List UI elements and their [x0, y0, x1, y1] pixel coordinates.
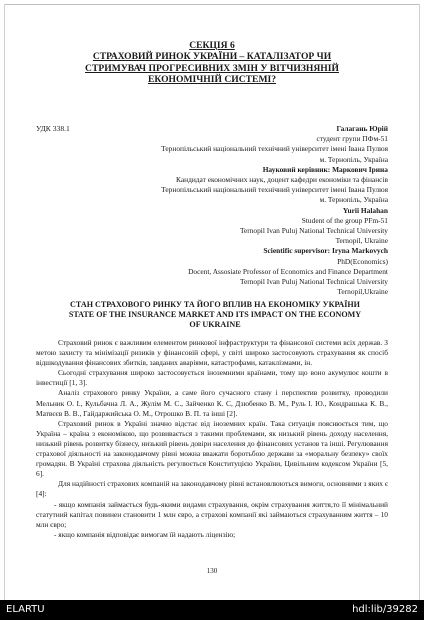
- author-line: Ternopil,Ukraine: [337, 287, 388, 297]
- author-line: Кандидат економічних наук, доцент кафедри економіки та фінансів: [176, 175, 388, 185]
- section-title-line-2: СТРИМУВАЧ ПРОГРЕСИВНИХ ЗМІН У ВІТЧИЗНЯНІЙ: [85, 62, 339, 74]
- author-line: Науковий керівник: Маркович Ірина: [262, 164, 388, 174]
- page-border-left: [4, 4, 5, 600]
- handle-id: hdl:lib/39282: [352, 604, 418, 615]
- author-line: м. Тернопіль, Україна: [319, 154, 388, 164]
- author-line: Ternopil Ivan Puluj National Technical University: [239, 277, 388, 287]
- bullet-item: - якщо компанія відповідає вимогам їй надають ліцензію;: [54, 529, 236, 539]
- author-line: PhD(Economics): [337, 256, 388, 266]
- author-line: Docent, Assosiate Professor of Economics and Finance Department: [188, 266, 388, 276]
- page-number: 130: [206, 567, 218, 575]
- paragraph: Страховий ринок є важливим елементом ринкової інфраструктури та фінансової системи всіх держав. З метою захисту та мінімізації ризиків у фінансовій сфері, у світі широко застосовують страхування як спосіб відшкодування фінансових збитків, завданих аваріями, катастрофами, катаклізмами, ін.: [36, 338, 388, 368]
- paragraph: Для надійності страхових компаній на законодавчому рівні встановлюються вимоги, основними з яких є [4]:: [36, 479, 388, 499]
- section-title-line-1: СТРАХОВИЙ РИНОК УКРАЇНИ – КАТАЛІЗАТОР ЧИ: [92, 51, 332, 63]
- page-border-right: [419, 4, 420, 600]
- repository-name: ELARTU: [6, 604, 45, 615]
- udc-code: УДК 338.1: [36, 124, 70, 133]
- author-line: Тернопільський національний технічний університет імені Івана Пулюя: [161, 185, 388, 195]
- section-title-line-3: ЕКОНОМІЧНІЙ СИСТЕМІ?: [147, 74, 277, 86]
- article-title-en-line-2: OF UKRAINE: [189, 319, 241, 329]
- paragraph: Аналіз страхового ринку України, а саме його сучасного стану і перспектив розвитку, проводили Мельник О. І., Кульбачна Л. А., Жулім М. С., Зайченко К. С, Дзюбенко В. М., Руль І. Ю., Кондрашька К. В., Матвєєв В. В., Гайдаржийська О. М., Отрошко В. П. та інші [2].: [36, 388, 388, 418]
- page-border-top: [4, 4, 420, 5]
- author-line: Ternopil Ivan Puluj National Technical University: [239, 226, 388, 236]
- article-title-en-line-1: STATE OF THE INSURANCE MARKET AND ITS IMPACT ON THE ECONOMY: [68, 309, 362, 319]
- author-line: Ternopil, Ukraine: [335, 236, 388, 246]
- viewer-footer-bar: [0, 600, 424, 620]
- author-line: Тернопільський національний технічний університет імені Івана Пулюя: [161, 144, 388, 154]
- author-line: Scientific supervisor: Iryna Markovych: [263, 246, 388, 256]
- paragraph: Страховий ринок в Україні значно відстає від іноземних країн. Така ситуація пояснюється тим, що Україна – країна з економікою, що розвивається з такими проблемами, як низький рівень доходу населення, низький рівень розвитку бізнесу, низький рівень довіри населення до фінансових установ та інші. Регулювання страхової діяльності на законодавчому рівні можна вважати боротьбою держави за «моральну безпеку» своїх громадян. В Україні страхова діяльність регулюється Конституцією України, Цивільним кодексом України [5, 6].: [36, 418, 388, 479]
- author-line: студент групи ПФм-51: [316, 134, 388, 144]
- article-body: [36, 338, 388, 540]
- author-line: Student of the group PFm-51: [301, 215, 388, 225]
- author-line: Галагань Юрій: [336, 124, 388, 133]
- bullet-item: - якщо компанія займається будь-якими видами страхування, окрім страхування життя,то її мінімальний статутний капітал повинен становити 1 млн євро, а страхові компанії які займаються страхуванням життя – 10 млн євро;: [36, 499, 388, 529]
- article-title-ua: СТАН СТРАХОВОГО РИНКУ ТА ЙОГО ВПЛИВ НА ЕКОНОМІКУ УКРАЇНИ: [70, 300, 360, 309]
- author-block: [60, 124, 388, 297]
- paragraph: Сьогодні страхування широко застосовується іноземними країнами, тому що воно акумулює кошти в інвестиції [1, 3].: [36, 368, 388, 388]
- author-line: м. Тернопіль, Україна: [319, 195, 388, 205]
- author-line: Yurii Halahan: [342, 205, 388, 215]
- article-title: [40, 300, 390, 329]
- section-number: СЕКЦІЯ 6: [189, 40, 235, 51]
- section-heading: [60, 40, 364, 86]
